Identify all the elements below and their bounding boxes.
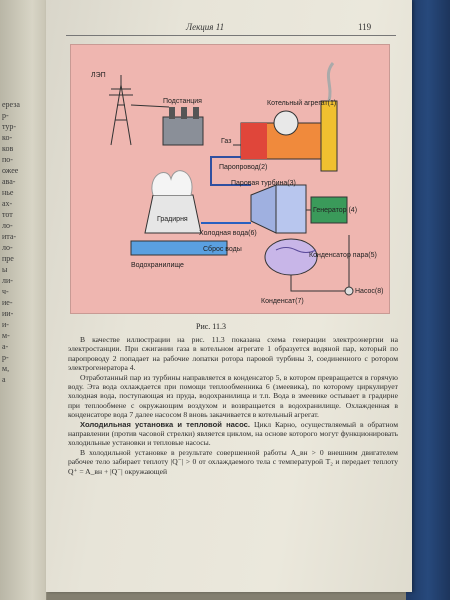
- left-page-fragment: ита-: [2, 232, 17, 241]
- left-page-fragment: ло-: [2, 243, 13, 252]
- boiler: [241, 63, 337, 171]
- label-grid-power: ЛЭП: [91, 72, 106, 79]
- label-substation: Подстанция: [163, 98, 202, 105]
- left-page-fragment: по-: [2, 155, 13, 164]
- left-page-fragment: ко-: [2, 133, 13, 142]
- left-page-fragment: ло-: [2, 221, 13, 230]
- label-reservoir: Водохранилище: [131, 262, 184, 269]
- substation: [131, 105, 203, 145]
- paragraph-3-text: Цикл Карно, осуществляемый в обратном направлении (против часовой стрелки) является циклом, на основе которого могут функционировать холодильные установки и тепловые насосы.: [68, 419, 399, 448]
- label-cooling-tower: Градирня: [157, 216, 188, 223]
- figure-caption: Рис. 11.3: [196, 322, 226, 331]
- label-gas: Газ: [221, 138, 232, 145]
- left-page-fragment: р-: [2, 353, 9, 362]
- paragraph-1: В качестве иллюстрации на рис. 11.3 показана схема генерации электроэнергии на электростанции. При сжигании газа в котельном агрегате 1 образуется водяной пар, который по паропроводу 2 попадает на рабочие лопатки ротора паровой турбины 3, соединенного с ротором электрогенератора 4.: [68, 335, 398, 373]
- left-page-fragment: ии-: [2, 309, 14, 318]
- left-page-fragment: ы: [2, 265, 8, 274]
- left-page-fragment: тур-: [2, 122, 17, 131]
- paragraph-2: Отработанный пар из турбины направляется в конденсатор 5, в котором превращается в горячую воду. Эта вода охлаждается при помощи теплообменника 6 (змеевика), по которому циркулирует холодная вода, поступающая из пруда, водохранилища и т.п. Вода в змеевике остывает в градирне при теплообмене с окружающим воздухом и возвращается в водохранилище. Охлажденная в конденсаторе вода 7 далее насосом 8 вновь закачивается в котельный агрегат.: [68, 372, 398, 420]
- left-page-fragment: р-: [2, 111, 9, 120]
- left-page-fragment: ч-: [2, 287, 9, 296]
- running-head: Лекция 11: [186, 22, 225, 32]
- steam-turbine: [251, 185, 306, 233]
- left-page-fragment: ах-: [2, 199, 13, 208]
- label-boiler: Котельный агрегат(1): [267, 100, 337, 107]
- left-page-fragment: ава-: [2, 177, 16, 186]
- diagram-svg: [71, 45, 389, 313]
- book-cover-edge: [406, 0, 450, 600]
- header-rule: [66, 35, 396, 36]
- book-page: [46, 0, 412, 592]
- left-page-fragment: нье: [2, 188, 14, 197]
- left-page-fragment: м,: [2, 364, 10, 373]
- left-page-fragment: м-: [2, 331, 10, 340]
- power-tower: [109, 75, 133, 145]
- body-text: [68, 335, 398, 476]
- label-condenser: Конденсатор пара(5): [309, 252, 377, 259]
- label-drain: Сброс воды: [203, 246, 242, 253]
- label-generator: Генератор (4): [313, 207, 358, 214]
- page-number: 119: [358, 22, 372, 32]
- label-steam-pipe: Паропровод(2): [219, 164, 268, 171]
- section-title: Холодильная установка и тепловой насос.: [80, 419, 251, 429]
- pump-icon: [345, 287, 353, 295]
- left-page-fragment: а: [2, 375, 6, 384]
- left-page-fragment: ереза: [2, 100, 20, 109]
- left-page-fragment: ожее: [2, 166, 19, 175]
- paragraph-3: [68, 420, 398, 448]
- left-page-fragment: ие-: [2, 298, 13, 307]
- left-page-fragment: пре: [2, 254, 14, 263]
- label-condensate: Конденсат(7): [261, 298, 304, 305]
- left-page-fragment: а-: [2, 342, 9, 351]
- paragraph-4: В холодильной установке в результате совершенной работы A_вн > 0 внешним двигателем рабочее тело забирает теплоту |Q⁻| > 0 от охлаждаемого тела с температурой T₂ и передает теплоту Q⁺ = A_вн + |Q⁻| окружающей: [68, 447, 398, 476]
- cooling-tower: [145, 171, 201, 233]
- label-turbine: Паровая турбина(3): [231, 180, 296, 187]
- left-page-fragment: ков: [2, 144, 14, 153]
- label-pump: Насос(8): [355, 288, 384, 295]
- left-page-edge: [0, 0, 47, 600]
- power-plant-diagram: [70, 44, 390, 314]
- left-page-fragment: ли-: [2, 276, 13, 285]
- label-cold-water: Холодная вода(6): [199, 230, 257, 237]
- left-page-fragment: и-: [2, 320, 9, 329]
- left-page-fragment: тот: [2, 210, 13, 219]
